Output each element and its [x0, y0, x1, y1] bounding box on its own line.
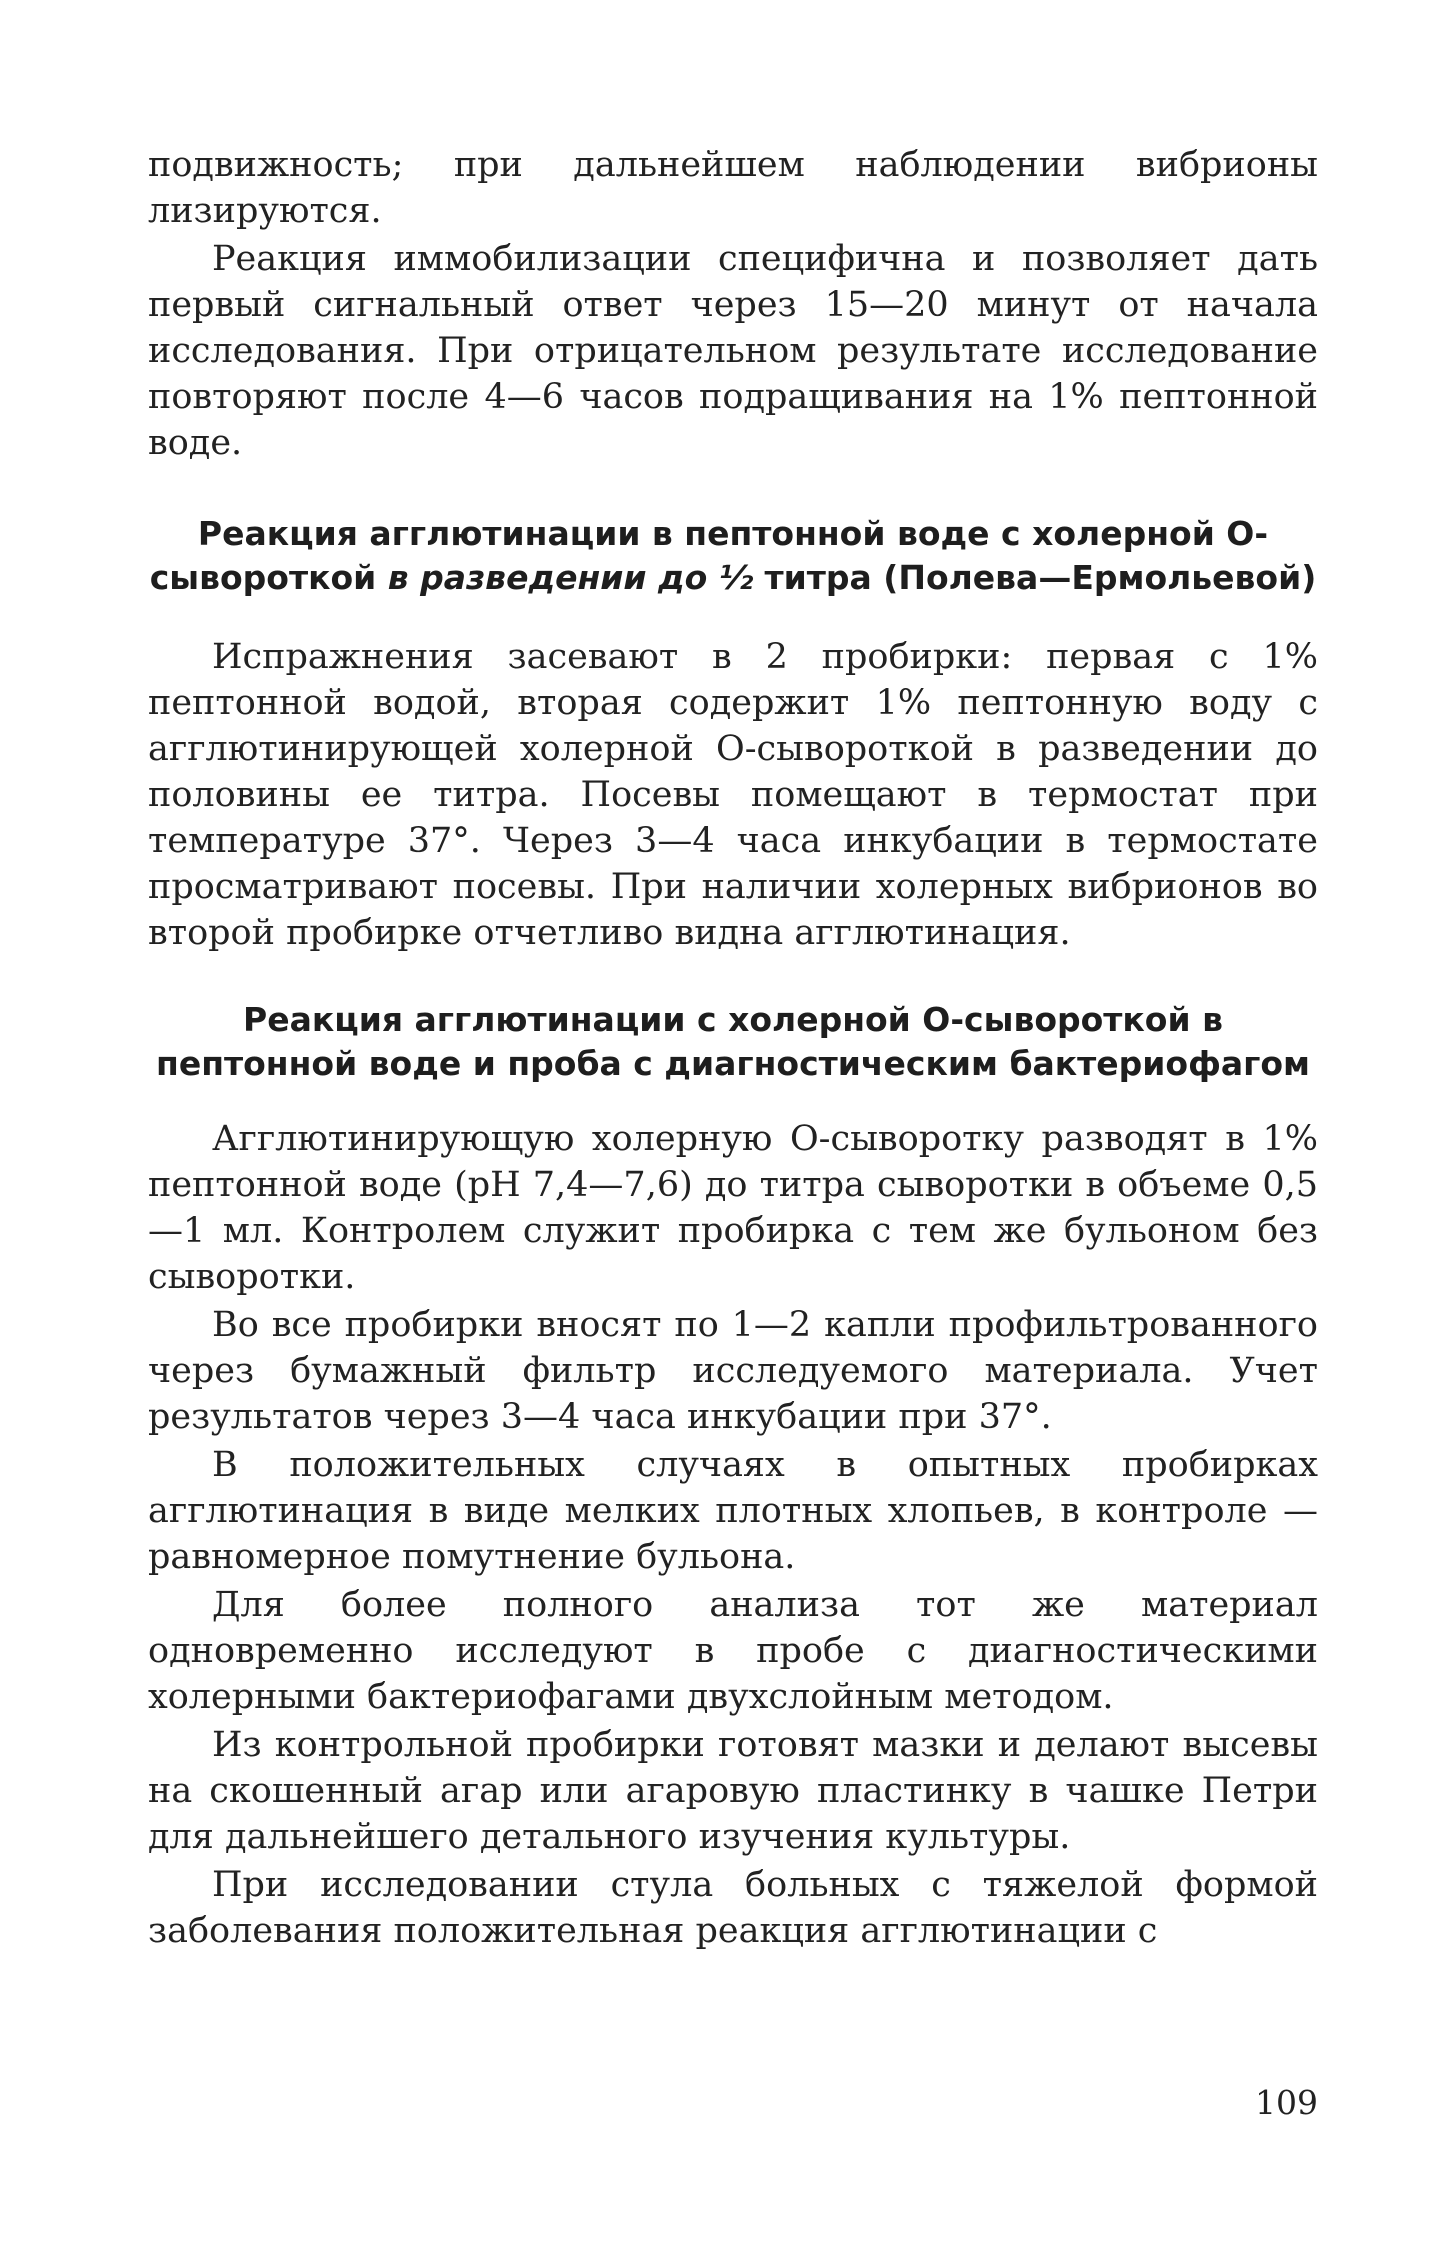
section1-heading-italic: в разведении до ½: [387, 558, 753, 597]
section2-paragraph-3: В положительных случаях в опытных пробирках агглютинация в виде мелких плотных хлопьев, в контроле — равномерное помутнение бульона.: [148, 1445, 1318, 1577]
section2-paragraph-1: Агглютинирующую холерную О-сыворотку разводят в 1% пептонной воде (рН 7,4—7,6) до титра сыворотки в объеме 0,5—1 мл. Контролем служит пробирка с тем же бульоном без сыворотки.: [148, 1119, 1318, 1297]
section1-paragraph-1: Испражнения засевают в 2 пробирки: первая с 1% пептонной водой, вторая содержит 1% пептонную воду с агглютинирующей холерной О-сывороткой в разведении до половины ее титра. Посевы помещают в термостат при температуре 37°. Через 3—4 часа инкубации в термостате просматривают посевы. При наличии холерных вибрионов во второй пробирке отчетливо видна агглютинация.: [148, 637, 1318, 953]
intro-paragraph-2: Реакция иммобилизации специфична и позволяет дать первый сигнальный ответ через 15—20 минут от начала исследования. При отрицательном результате исследование повторяют после 4—6 часов подращивания на 1% пептонной воде.: [148, 239, 1318, 463]
section2-paragraph-5: Из контрольной пробирки готовят мазки и делают высевы на скошенный агар или агаровую пластинку в чашке Петри для дальнейшего детального изучения культуры.: [148, 1725, 1318, 1857]
section2-paragraph-2: Во все пробирки вносят по 1—2 капли профильтрованного через бумажный фильтр исследуемого материала. Учет результатов через 3—4 часа инкубации при 37°.: [148, 1305, 1318, 1437]
section1-heading-part2: титра (Полева—Ермольевой): [753, 558, 1317, 597]
section1-heading-part1: Реакция агглютинации в пептонной воде с холерной О-сывороткой: [149, 514, 1269, 597]
section1-heading: [148, 512, 1318, 600]
section2-paragraph-6: При исследовании стула больных с тяжелой формой заболевания положительная реакция агглютинации с: [148, 1865, 1318, 1951]
page-number: 109: [1255, 2083, 1318, 2122]
intro-paragraph-1: подвижность; при дальнейшем наблюдении вибрионы лизируются.: [148, 145, 1318, 231]
book-page: [148, 142, 1318, 1954]
section2-heading: Реакция агглютинации с холерной О-сывороткой в пептонной воде и проба с диагностическим бактериофагом: [156, 1000, 1310, 1083]
section2-paragraph-4: Для более полного анализа тот же материал одновременно исследуют в пробе с диагностическими холерными бактериофагами двухслойным методом.: [148, 1585, 1318, 1717]
